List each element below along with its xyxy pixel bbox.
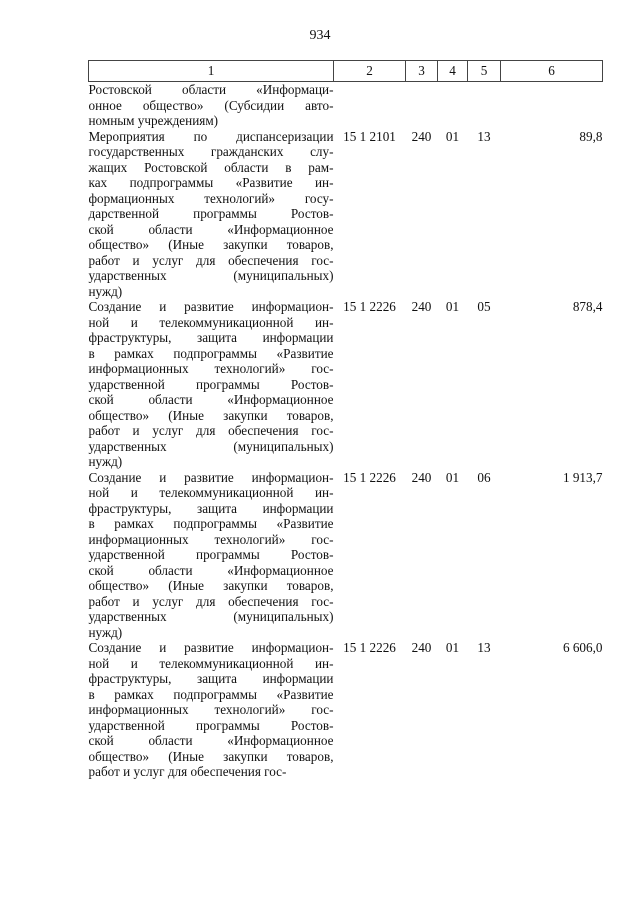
description-line: фраструктуры, защита информации: [88, 671, 334, 686]
header-cell-5: 5: [468, 61, 501, 82]
description-line: в рамках подпрограммы «Развитие: [88, 345, 334, 361]
expense-type-code: 240: [411, 299, 432, 314]
description-line: ской области «Информационное: [88, 562, 334, 578]
description-line: номным учреждениям): [88, 113, 219, 128]
description-line: Создание и развитие информацион-: [88, 640, 334, 655]
header-cell-2: 2: [334, 61, 406, 82]
subsection-code: 13: [477, 640, 491, 655]
description-line: ударственных (муниципальных): [88, 438, 334, 454]
description-line: нужд): [88, 283, 123, 299]
table-row: [89, 129, 603, 300]
description-line: фраструктуры, защита информации: [88, 500, 334, 516]
subsection-code: 06: [477, 469, 491, 485]
amount-value: 878,4: [572, 299, 603, 314]
subsection-code: 13: [477, 128, 491, 144]
section-code: [438, 82, 468, 129]
table-row: [89, 470, 603, 641]
amount-value: [501, 82, 603, 129]
amount-value: 89,8: [579, 128, 603, 144]
description-line: ударственной программы Ростов-: [88, 717, 334, 733]
expense-type-code: 240: [411, 640, 432, 655]
section-code: 01: [445, 299, 460, 314]
description-line: ской области «Информационное: [88, 733, 334, 748]
description-line: работ и услуг для обеспечения гос-: [88, 423, 334, 438]
description-line: информационных технологий» гос-: [88, 702, 334, 717]
description-line: дарственной программы Ростов-: [88, 206, 334, 221]
row-description: [89, 470, 334, 641]
amount-value: 1 913,7: [562, 469, 603, 485]
section-code: 01: [445, 640, 460, 655]
description-line: работ и услуг для обеспечения гос-: [88, 252, 334, 268]
section-code: 01: [445, 469, 460, 485]
description-line: ной и телекоммуникационной ин-: [88, 485, 334, 500]
description-line: ударственных (муниципальных): [88, 268, 334, 283]
description-line: информационных технологий» гос-: [88, 531, 334, 547]
description-line: ударственной программы Ростов-: [88, 376, 334, 392]
description-line: ской области «Информационное: [88, 392, 334, 407]
description-line: нужд): [88, 454, 123, 469]
expense-type-code: 240: [411, 128, 432, 144]
subsection-code: 05: [477, 299, 491, 314]
description-line: онное общество» (Субсидии авто-: [88, 97, 334, 113]
target-article-code: [334, 82, 406, 129]
header-cell-6: 6: [501, 61, 603, 82]
description-line: жащих Ростовской области в рам-: [88, 159, 334, 175]
description-line: ной и телекоммуникационной ин-: [88, 314, 334, 330]
description-line: ской области «Информационное: [88, 221, 334, 237]
description-line: ной и телекоммуникационной ин-: [88, 655, 334, 671]
description-line: Создание и развитие информацион-: [88, 299, 334, 314]
section-code: 01: [445, 128, 460, 144]
description-line: нужд): [88, 624, 123, 640]
header-cell-1: 1: [89, 61, 334, 82]
table-row: [89, 640, 603, 780]
target-article-code: 15 1 2226: [343, 299, 396, 314]
table-row: [89, 299, 603, 470]
target-article-code: 15 1 2226: [343, 640, 396, 655]
description-line: Ростовской области «Информаци-: [88, 82, 334, 97]
header-row: [89, 61, 603, 82]
description-line: общество» (Иные закупки товаров,: [88, 407, 334, 423]
description-line: общество» (Иные закупки товаров,: [88, 237, 334, 252]
description-line: Мероприятия по диспансеризации: [88, 128, 334, 144]
row-description: [89, 129, 334, 300]
description-line: общество» (Иные закупки товаров,: [88, 578, 334, 593]
expense-type-code: 240: [411, 469, 432, 485]
subsection-code: [468, 82, 501, 129]
description-line: государственных гражданских слу-: [88, 144, 334, 159]
description-line: фраструктуры, защита информации: [88, 330, 334, 345]
budget-table: [88, 60, 603, 780]
description-line: ударственных (муниципальных): [88, 609, 334, 624]
page-number: 934: [309, 28, 331, 43]
description-line: в рамках подпрограммы «Развитие: [88, 686, 334, 702]
table-header: [89, 61, 603, 82]
description-line: ударственной программы Ростов-: [88, 547, 334, 562]
table-row: [89, 82, 603, 129]
table-body: [89, 82, 603, 780]
header-cell-4: 4: [438, 61, 468, 82]
description-line: работ и услуг для обеспечения гос-: [88, 764, 287, 779]
description-line: общество» (Иные закупки товаров,: [88, 748, 334, 764]
expense-type-code: [406, 82, 438, 129]
header-cell-3: 3: [406, 61, 438, 82]
description-line: в рамках подпрограммы «Развитие: [88, 516, 334, 531]
target-article-code: 15 1 2226: [343, 469, 396, 485]
row-description: [89, 82, 334, 129]
amount-value: 6 606,0: [562, 640, 603, 655]
row-description: [89, 299, 334, 470]
description-line: Создание и развитие информацион-: [88, 469, 334, 485]
target-article-code: 15 1 2101: [343, 128, 396, 144]
description-line: работ и услуг для обеспечения гос-: [88, 593, 334, 609]
description-line: информационных технологий» гос-: [88, 361, 334, 376]
row-description: [89, 640, 334, 780]
description-line: формационных технологий» госу-: [88, 190, 334, 206]
description-line: ках подпрограммы «Развитие ин-: [88, 175, 334, 190]
